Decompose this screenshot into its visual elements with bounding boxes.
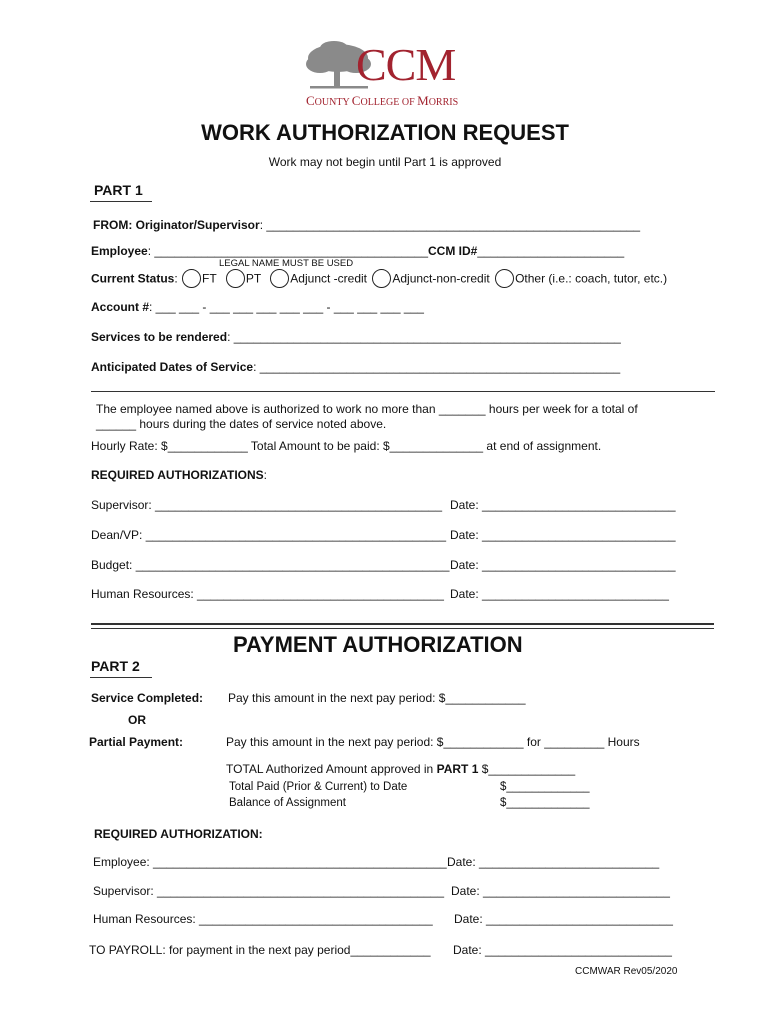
payment-divider-bottom (91, 628, 714, 629)
from-row (93, 218, 640, 232)
ccm-id-field[interactable]: ______________________ (477, 244, 625, 258)
partial-payment-label: Partial Payment: (89, 735, 184, 749)
from-field[interactable]: : ________________________________________________________ (259, 218, 641, 232)
logo-letters: CCM (356, 39, 456, 90)
hourly-rate-row[interactable]: Hourly Rate: $____________ Total Amount to be paid: $______________ at end of assignment. (91, 439, 602, 453)
status-colon: : (174, 271, 178, 286)
payroll-row[interactable]: TO PAYROLL: for payment in the next pay period____________ (89, 943, 431, 957)
status-pt-radio[interactable] (226, 269, 245, 288)
payment-divider-top (91, 623, 714, 625)
part1-underline (90, 201, 152, 202)
dates-label: Anticipated Dates of Service (91, 360, 254, 374)
total-authorized-row[interactable] (226, 762, 575, 776)
total-authorized-field[interactable]: $_____________ (478, 762, 576, 776)
status-adjunct-credit-label: Adjunct -credit (290, 271, 367, 286)
status-ft-radio[interactable] (182, 269, 201, 288)
part1-heading: PART 1 (94, 182, 143, 198)
supervisor-signature[interactable]: Supervisor: ___________________________________________ (91, 498, 442, 512)
dean-signature[interactable]: Dean/VP: _____________________________________________ (91, 528, 447, 542)
logo-sub-c3: M (417, 93, 429, 108)
payment-title: PAYMENT AUTHORIZATION (233, 632, 523, 657)
employee-field[interactable]: : _________________________________________ (147, 244, 428, 258)
status-row (91, 270, 667, 289)
total-paid-label: Total Paid (Prior & Current) to Date (229, 781, 408, 793)
logo-sub-c2: C (351, 93, 361, 108)
authorized-line-1: The employee named above is authorized to work no more than _______ hours per week for a total of (96, 402, 638, 416)
req-auth-colon: : (263, 468, 268, 482)
status-ft-label: FT (202, 271, 217, 286)
supervisor-date[interactable]: Date: _____________________________ (450, 498, 676, 512)
budget-date[interactable]: Date: _____________________________ (450, 558, 676, 572)
logo-sub-3: ORRIS (428, 97, 459, 108)
p2-hr-signature[interactable]: Human Resources: ___________________________________ (93, 912, 433, 926)
services-field[interactable]: : __________________________________________________________ (227, 330, 621, 344)
status-pt-label: PT (245, 271, 261, 286)
p2-hr-date[interactable]: Date: ____________________________ (454, 912, 673, 926)
hr-date[interactable]: Date: ____________________________ (450, 587, 669, 601)
dates-field[interactable]: : ______________________________________________________ (253, 360, 621, 374)
req-auth-label: REQUIRED AUTHORIZATIONS (91, 468, 264, 482)
employee-label: Employee (91, 244, 148, 258)
logo-sub-1: OUNTY (314, 97, 352, 108)
partial-payment-amount[interactable]: Pay this amount in the next pay period: $____________ for _________ Hours (226, 735, 640, 749)
part2-heading: PART 2 (91, 658, 140, 674)
page-subtitle: Work may not begin until Part 1 is approved (268, 155, 502, 169)
account-row (91, 300, 424, 314)
services-row (91, 330, 621, 344)
logo-sub-c1: C (306, 93, 315, 108)
total-authorized-part: PART 1 (436, 762, 479, 776)
account-field[interactable]: : ___ ___ - ___ ___ ___ ___ ___ - ___ ___ ___ ___ (149, 300, 424, 314)
status-other-label: Other (i.e.: coach, tutor, etc.) (515, 271, 668, 286)
account-label: Account # (91, 300, 150, 314)
page-title: WORK AUTHORIZATION REQUEST (201, 120, 569, 145)
or-label: OR (128, 713, 146, 727)
form-code: CCMWAR Rev05/2020 (575, 966, 678, 977)
status-adjunct-credit-radio[interactable] (270, 269, 289, 288)
status-adjunct-noncredit-label: Adjunct-non-credit (392, 271, 490, 286)
from-label: FROM: Originator/Supervisor (93, 218, 260, 232)
balance-field[interactable]: $_____________ (500, 797, 590, 809)
dean-date[interactable]: Date: _____________________________ (450, 528, 676, 542)
logo (304, 40, 474, 110)
ccm-id-label: CCM ID# (428, 244, 478, 258)
payroll-date[interactable]: Date: ____________________________ (453, 943, 672, 957)
services-label: Services to be rendered (91, 330, 228, 344)
status-label: Current Status (91, 271, 175, 286)
required-authorization-heading: REQUIRED AUTHORIZATION: (94, 827, 263, 841)
p2-supervisor-date[interactable]: Date: ____________________________ (451, 884, 670, 898)
total-paid-field[interactable]: $_____________ (500, 781, 590, 793)
service-completed-label: Service Completed: (91, 691, 204, 705)
service-completed-amount[interactable]: Pay this amount in the next pay period: $____________ (228, 691, 526, 705)
part2-underline (90, 677, 152, 678)
employee-signature[interactable]: Employee: ____________________________________________ (93, 855, 447, 869)
authorized-line-2: ______ hours during the dates of service noted above. (96, 417, 387, 431)
p2-supervisor-signature[interactable]: Supervisor: ___________________________________________ (93, 884, 444, 898)
dates-row (91, 360, 620, 374)
status-adjunct-noncredit-radio[interactable] (372, 269, 391, 288)
balance-label: Balance of Assignment (229, 797, 346, 809)
logo-sub-2: OLLEGE OF (360, 97, 418, 108)
status-other-radio[interactable] (495, 269, 514, 288)
section-divider (91, 391, 715, 392)
logo-subtitle (306, 93, 458, 109)
employee-row (91, 244, 624, 258)
total-authorized-prefix: TOTAL Authorized Amount approved in (226, 762, 437, 776)
budget-signature[interactable]: Budget: _______________________________________________ (91, 558, 450, 572)
legal-name-note: LEGAL NAME MUST BE USED (219, 258, 354, 269)
hr-signature[interactable]: Human Resources: _____________________________________ (91, 587, 444, 601)
required-authorizations-heading (91, 468, 267, 482)
employee-date[interactable]: Date: ___________________________ (447, 855, 660, 869)
